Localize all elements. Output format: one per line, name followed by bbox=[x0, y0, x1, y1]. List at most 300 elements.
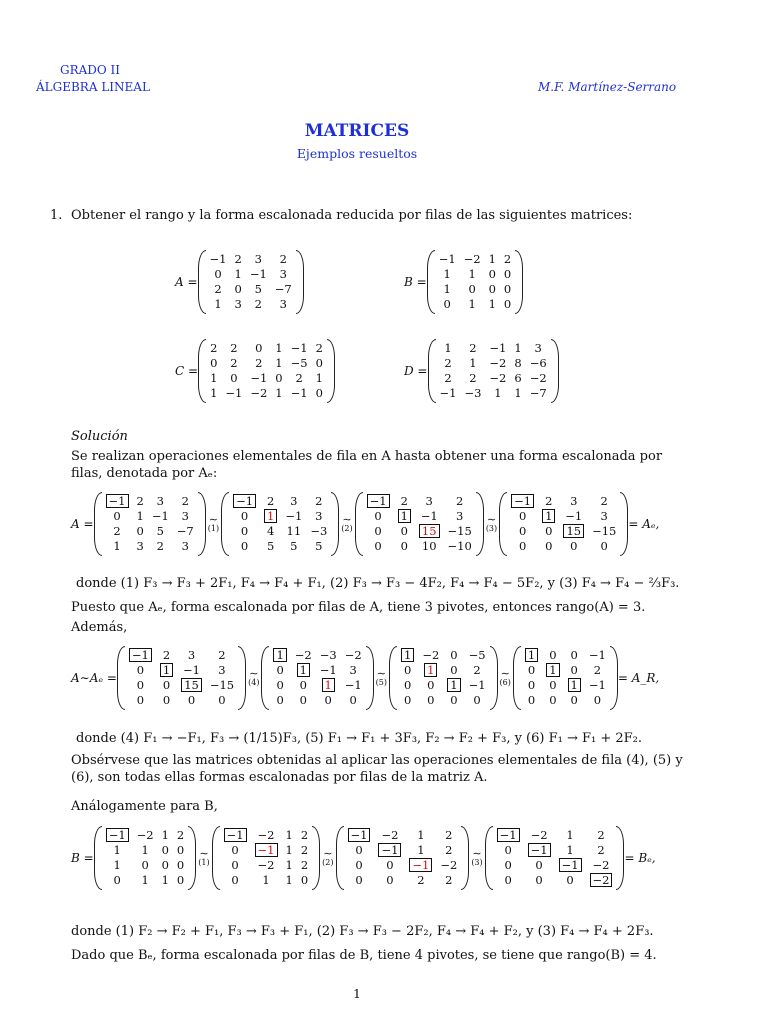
matrix-cell: 0 bbox=[386, 873, 394, 887]
matrix-cell: 1 bbox=[141, 873, 149, 887]
matrix-cell: 2 bbox=[230, 356, 238, 370]
matrix-cell: 0 bbox=[518, 509, 527, 523]
matrix-cell: 1 bbox=[285, 828, 293, 842]
left-paren bbox=[221, 492, 229, 556]
ops-1: donde (1) F₃ → F₃ + 2F₁, F₄ → F₄ + F₁, (2) F₃ → F₃ − 4F₂, F₄ → F₄ − 5F₂, y (3) F₄ → F₄ − ⅔F₃. bbox=[76, 576, 680, 591]
matrix-A-block bbox=[175, 250, 304, 314]
matrix-cell: 0 bbox=[386, 858, 394, 872]
matrix-row bbox=[344, 858, 462, 873]
matrix-cell: 0 bbox=[504, 858, 512, 872]
matrix-row bbox=[102, 843, 189, 858]
matrix-cell: 0 bbox=[535, 873, 543, 887]
matrix-row bbox=[125, 648, 238, 663]
matrix-D bbox=[428, 339, 559, 403]
matrix-row bbox=[220, 858, 313, 873]
left-paren bbox=[355, 492, 363, 556]
pivot-box: 1 bbox=[264, 509, 277, 523]
matrix-cell bbox=[443, 678, 464, 693]
matrix-cell: 10 bbox=[421, 539, 437, 553]
reduction-B-tail: = Bₑ, bbox=[624, 851, 656, 865]
matrix-cell: 1 bbox=[136, 509, 144, 523]
matrix-row bbox=[435, 252, 516, 267]
matrix-row bbox=[363, 524, 476, 539]
matrix-cell: 0 bbox=[276, 663, 284, 677]
matrix-row bbox=[220, 828, 313, 843]
matrix-row bbox=[493, 828, 617, 843]
matrix-A-label: A = bbox=[175, 275, 198, 289]
matrix-cell: −1 bbox=[420, 509, 438, 523]
matrix-cell: 1 bbox=[488, 297, 496, 311]
left-paren bbox=[198, 250, 206, 314]
pivot-box: 1 bbox=[568, 678, 581, 692]
pivot-box: 15 bbox=[181, 678, 202, 692]
matrix-row bbox=[436, 386, 551, 401]
matrix-cell: −2 bbox=[257, 828, 275, 842]
right-paren bbox=[616, 826, 624, 890]
left-paren bbox=[513, 646, 521, 710]
matrix-cell: −1 bbox=[290, 386, 308, 400]
matrix-cell: 2 bbox=[234, 252, 242, 266]
matrix-cell: 3 bbox=[181, 509, 189, 523]
reduction-A-tail: = Aₑ, bbox=[628, 517, 660, 531]
matrix-cell: 2 bbox=[469, 371, 477, 385]
matrix-cell: 2 bbox=[300, 843, 309, 857]
matrix-row bbox=[206, 356, 327, 371]
matrix-cell: 0 bbox=[299, 693, 307, 707]
matrix-cell: 11 bbox=[286, 524, 302, 538]
matrix-cell: 1 bbox=[494, 386, 502, 400]
right-paren bbox=[366, 646, 374, 710]
matrix-cell: −1 bbox=[285, 509, 303, 523]
matrix-C-label: C = bbox=[175, 364, 199, 378]
matrix-cell: −1 bbox=[565, 509, 583, 523]
matrix-row bbox=[493, 843, 617, 858]
matrix-row bbox=[363, 509, 476, 524]
matrix-cell: −2 bbox=[294, 648, 312, 662]
matrix-table bbox=[102, 494, 198, 554]
matrix-cell: 0 bbox=[315, 356, 323, 370]
right-paren bbox=[476, 492, 484, 556]
matrix-cell: 0 bbox=[427, 678, 435, 692]
pivot-box: 1 bbox=[401, 648, 414, 662]
matrix-row bbox=[436, 356, 551, 371]
matrix-cell: 1 bbox=[514, 386, 522, 400]
matrix-cell: 3 bbox=[600, 509, 608, 523]
matrix-cell: 0 bbox=[113, 509, 121, 523]
matrix-cell: 2 bbox=[230, 341, 238, 355]
reduction-R bbox=[71, 646, 659, 710]
matrix-row bbox=[229, 509, 331, 524]
matrix-row bbox=[397, 648, 490, 663]
stepA-3 bbox=[499, 492, 628, 556]
matrix-cell: 0 bbox=[141, 858, 149, 872]
left-paren bbox=[336, 826, 344, 890]
matrix-cell: 2 bbox=[400, 494, 408, 508]
matrix-cell: −1 bbox=[151, 509, 169, 523]
pivot-box: −1 bbox=[367, 494, 390, 508]
matrix-cell: 5 bbox=[254, 282, 262, 296]
matrix-cell: 0 bbox=[450, 693, 458, 707]
matrix-cell: 0 bbox=[240, 524, 249, 538]
matrix-cell: 0 bbox=[230, 371, 238, 385]
matrix-row bbox=[435, 297, 516, 312]
matrix-cell: 1 bbox=[275, 386, 283, 400]
matrix-cell: 1 bbox=[161, 873, 169, 887]
matrix-cell: 1 bbox=[443, 282, 451, 296]
matrix-cell: 2 bbox=[503, 252, 512, 266]
reduction-B-lead: B = bbox=[71, 851, 94, 865]
matrix-cell: 0 bbox=[504, 873, 512, 887]
matrix-cell: 1 bbox=[141, 843, 149, 857]
matrix-cell: 0 bbox=[566, 873, 574, 887]
matrix-cell: −7 bbox=[529, 386, 547, 400]
matrix-row bbox=[435, 267, 516, 282]
matrix-cell bbox=[291, 663, 316, 678]
matrix-row bbox=[125, 693, 238, 708]
matrix-cell: 0 bbox=[161, 858, 169, 872]
matrix-cell: 0 bbox=[549, 648, 557, 662]
matrix-cell: 1 bbox=[315, 371, 323, 385]
stepR-3 bbox=[513, 646, 618, 710]
matrix-row bbox=[435, 282, 516, 297]
matrix-cell: 1 bbox=[234, 267, 242, 281]
matrix-cell: 1 bbox=[275, 356, 283, 370]
matrix-cell: 2 bbox=[136, 494, 144, 508]
matrix-cell: 2 bbox=[456, 494, 464, 508]
right-paren bbox=[238, 646, 246, 710]
matrix-cell bbox=[344, 828, 375, 843]
matrix-cell: 5 bbox=[267, 539, 275, 553]
pivot-box: 1 bbox=[273, 648, 286, 662]
stepB-1 bbox=[212, 826, 321, 890]
matrix-row bbox=[220, 873, 313, 888]
matrix-cell: −5 bbox=[468, 648, 486, 662]
page-number: 1 bbox=[353, 986, 361, 1001]
matrix-cell bbox=[559, 524, 588, 539]
matrix-cell bbox=[156, 663, 177, 678]
matrix-table bbox=[206, 341, 327, 401]
matrix-cell: 1 bbox=[113, 843, 121, 857]
matrix-cell bbox=[374, 843, 405, 858]
matrix-cell: 2 bbox=[445, 843, 453, 857]
matrix-cell bbox=[260, 509, 281, 524]
sim-3: ∼ (3) bbox=[485, 513, 498, 533]
matrix-B-block bbox=[404, 250, 523, 314]
matrix-cell: 2 bbox=[214, 282, 222, 296]
matrix-cell: −10 bbox=[447, 539, 472, 553]
stepR-0 bbox=[117, 646, 246, 710]
reduction-R-lead: A∼Aₑ = bbox=[71, 671, 117, 685]
matrix-cell: −1 bbox=[209, 252, 227, 266]
matrix-row bbox=[102, 858, 189, 873]
matrix-C bbox=[198, 339, 335, 403]
ops-2: donde (4) F₁ → −F₁, F₃ → (1/15)F₃, (5) F₁ → F₁ + 3F₃, F₂ → F₂ + F₃, y (6) F₁ → F₁ + 2F₂. bbox=[76, 731, 643, 746]
matrix-cell: 0 bbox=[136, 663, 145, 677]
matrix-row bbox=[521, 663, 610, 678]
reduction-B bbox=[71, 826, 656, 890]
matrix-cell: 0 bbox=[443, 297, 451, 311]
matrix-cell: −2 bbox=[489, 356, 507, 370]
matrix-cell: 0 bbox=[400, 539, 408, 553]
matrix-table bbox=[102, 828, 189, 888]
stepA-2 bbox=[355, 492, 484, 556]
matrix-cell: 6 bbox=[514, 371, 522, 385]
pivot-box: −1 bbox=[511, 494, 534, 508]
matrix-cell: −1 bbox=[183, 663, 200, 677]
pivot-box: 15 bbox=[563, 524, 584, 538]
matrix-row bbox=[363, 494, 476, 509]
matrix-cell: 0 bbox=[503, 297, 512, 311]
matrix-cell: 2 bbox=[162, 648, 171, 662]
matrix-cell: 2 bbox=[300, 828, 309, 842]
matrix-cell: 2 bbox=[593, 663, 602, 677]
matrix-table bbox=[269, 648, 365, 708]
matrix-cell: 0 bbox=[488, 267, 496, 281]
pivot-box: −1 bbox=[497, 828, 520, 842]
matrix-cell: 1 bbox=[262, 873, 270, 887]
matrix-cell: 0 bbox=[240, 509, 249, 523]
matrix-row bbox=[206, 386, 327, 401]
problem-number: 1. bbox=[50, 208, 63, 223]
pivot-box: 1 bbox=[424, 663, 437, 677]
matrix-row bbox=[220, 843, 313, 858]
matrix-cell bbox=[269, 648, 290, 663]
matrix-row bbox=[269, 678, 365, 693]
matrix-cell: 0 bbox=[161, 843, 169, 857]
matrix-cell: −2 bbox=[592, 858, 610, 872]
matrix-table bbox=[521, 648, 610, 708]
pivot-box: −1 bbox=[233, 494, 256, 508]
matrix-cell: 2 bbox=[210, 341, 218, 355]
matrix-cell: 5 bbox=[315, 539, 323, 553]
matrix-cell bbox=[538, 509, 559, 524]
matrix-cell: 0 bbox=[518, 539, 527, 553]
matrix-cell: −7 bbox=[176, 524, 194, 538]
right-paren bbox=[461, 826, 469, 890]
matrix-row bbox=[344, 873, 462, 888]
right-paren bbox=[620, 492, 628, 556]
matrix-cell: 0 bbox=[162, 693, 171, 707]
matrix-cell: 0 bbox=[527, 678, 536, 692]
matrix-cell: 3 bbox=[425, 494, 433, 508]
solution-heading: Solución bbox=[71, 429, 128, 444]
matrix-cell: 0 bbox=[349, 693, 357, 707]
matrix-row bbox=[507, 524, 620, 539]
matrix-row bbox=[102, 828, 189, 843]
matrix-cell: −15 bbox=[447, 524, 472, 538]
matrix-cell: −2 bbox=[257, 858, 275, 872]
matrix-cell bbox=[102, 494, 133, 509]
stepA-0 bbox=[94, 492, 206, 556]
author-label: M.F. Martínez-Serrano bbox=[538, 80, 677, 94]
matrix-cell bbox=[316, 678, 341, 693]
matrix-row bbox=[397, 678, 490, 693]
matrix-cell: 3 bbox=[156, 494, 164, 508]
matrix-cell: 2 bbox=[469, 341, 477, 355]
matrix-cell: 0 bbox=[527, 663, 536, 677]
matrix-cell: 0 bbox=[355, 843, 363, 857]
matrix-cell: 0 bbox=[355, 858, 363, 872]
matrix-row bbox=[206, 341, 327, 356]
pivot-box: −1 bbox=[528, 843, 551, 857]
matrix-cell: 0 bbox=[136, 524, 144, 538]
matrix-cell: 0 bbox=[299, 678, 307, 692]
matrix-cell bbox=[394, 509, 415, 524]
matrix-cell: −2 bbox=[381, 828, 399, 842]
matrix-cell: 0 bbox=[450, 648, 458, 662]
matrix-cell: 2 bbox=[315, 494, 323, 508]
matrix-table bbox=[125, 648, 238, 708]
matrix-cell: 0 bbox=[374, 524, 382, 538]
matrix-cell: −1 bbox=[468, 678, 486, 692]
matrix-row bbox=[521, 648, 610, 663]
problem-statement: Obtener el rango y la forma escalonada reducida por filas de las siguientes matrices: bbox=[71, 208, 633, 223]
matrix-cell: 0 bbox=[276, 693, 284, 707]
matrix-cell: 2 bbox=[181, 494, 189, 508]
matrix-cell: 0 bbox=[549, 693, 557, 707]
matrix-cell bbox=[542, 663, 563, 678]
matrix-cell: 3 bbox=[181, 539, 189, 553]
rank-A-text: Puesto que Aₑ, forma escalonada por filas de A, tiene 3 pivotes, entonces rango(A) = 3. bbox=[71, 600, 646, 615]
matrix-cell: 1 bbox=[488, 252, 496, 266]
matrix-cell: 0 bbox=[545, 524, 553, 538]
sim-6: ∼ (6) bbox=[499, 667, 511, 687]
matrix-row bbox=[229, 539, 331, 554]
matrix-cell bbox=[363, 494, 394, 509]
matrix-cell: 8 bbox=[514, 356, 522, 370]
matrix-cell bbox=[507, 494, 538, 509]
matrix-cell: 1 bbox=[417, 828, 425, 842]
pivot-box: 1 bbox=[542, 509, 555, 523]
matrix-row bbox=[206, 252, 296, 267]
simB-1: ∼ (1) bbox=[198, 847, 210, 867]
matrix-cell: 0 bbox=[427, 693, 435, 707]
matrix-cell: 1 bbox=[514, 341, 522, 355]
matrix-cell: 3 bbox=[218, 663, 226, 677]
matrix-cell: −1 bbox=[438, 252, 456, 266]
pivot-box: 1 bbox=[447, 678, 460, 692]
matrix-cell: −1 bbox=[225, 386, 243, 400]
matrix-cell: 0 bbox=[473, 693, 481, 707]
pivot-box: −1 bbox=[224, 828, 247, 842]
page-subtitle: Ejemplos resueltos bbox=[296, 146, 418, 161]
matrix-cell bbox=[102, 828, 133, 843]
matrix-cell: 0 bbox=[176, 873, 185, 887]
matrix-table bbox=[206, 252, 296, 312]
matrix-cell: 0 bbox=[275, 371, 283, 385]
observe-text: Obsérvese que las matrices obtenidas al aplicar las operaciones elementales de fila (4), (5) y (6), son todas ellas formas escalonadas por filas de la matriz A. bbox=[71, 753, 683, 785]
matrix-cell bbox=[586, 873, 617, 888]
matrix-cell: 0 bbox=[504, 843, 512, 857]
matrix-B bbox=[427, 250, 524, 314]
matrix-cell: 0 bbox=[218, 693, 226, 707]
pivot-box: −1 bbox=[106, 828, 129, 842]
matrix-C-block bbox=[175, 339, 335, 403]
matrix-cell: 3 bbox=[456, 509, 464, 523]
matrix-cell: 2 bbox=[255, 356, 263, 370]
matrix-cell: 2 bbox=[218, 648, 226, 662]
right-paren bbox=[188, 826, 196, 890]
matrix-cell bbox=[493, 828, 524, 843]
matrix-row bbox=[269, 648, 365, 663]
matrix-cell: 0 bbox=[231, 843, 239, 857]
matrix-cell: −2 bbox=[529, 371, 547, 385]
matrix-cell: 0 bbox=[276, 678, 284, 692]
matrix-cell bbox=[229, 494, 260, 509]
left-paren bbox=[117, 646, 125, 710]
matrix-cell: −2 bbox=[344, 648, 362, 662]
matrix-cell: 0 bbox=[113, 873, 121, 887]
matrix-cell bbox=[177, 678, 206, 693]
left-paren bbox=[94, 826, 102, 890]
matrix-table bbox=[220, 828, 313, 888]
rank-B-text: Dado que Bₑ, forma escalonada por filas de B, tiene 4 pivotes, se tiene que rango(B) = 4. bbox=[71, 948, 657, 963]
matrix-table bbox=[436, 341, 551, 401]
matrix-cell bbox=[555, 858, 586, 873]
matrix-cell: 2 bbox=[300, 858, 309, 872]
sim-5: ∼ (5) bbox=[375, 667, 387, 687]
matrix-cell: 0 bbox=[600, 539, 608, 553]
matrix-cell bbox=[415, 524, 444, 539]
right-paren bbox=[198, 492, 206, 556]
matrix-cell: 2 bbox=[445, 828, 453, 842]
matrix-cell bbox=[521, 648, 542, 663]
pivot-box: −2 bbox=[590, 873, 613, 887]
matrix-cell: 0 bbox=[374, 509, 382, 523]
left-paren bbox=[427, 250, 435, 314]
matrix-cell: 2 bbox=[597, 828, 605, 842]
matrix-cell: 0 bbox=[136, 693, 145, 707]
matrix-cell: 2 bbox=[315, 341, 323, 355]
matrix-cell: −6 bbox=[529, 356, 547, 370]
right-paren bbox=[327, 339, 335, 403]
matrix-cell: 3 bbox=[279, 267, 287, 281]
matrix-row bbox=[493, 858, 617, 873]
pivot-box: 1 bbox=[322, 678, 335, 692]
matrix-row bbox=[206, 371, 327, 386]
matrix-cell: 1 bbox=[417, 843, 425, 857]
matrix-cell: 1 bbox=[468, 267, 476, 281]
matrix-cell: −1 bbox=[588, 678, 606, 692]
matrix-cell: 3 bbox=[136, 539, 144, 553]
matrix-cell: 1 bbox=[113, 858, 121, 872]
matrix-cell: 0 bbox=[403, 663, 412, 677]
matrix-cell: 0 bbox=[450, 663, 458, 677]
matrix-cell: 2 bbox=[267, 494, 275, 508]
matrix-cell: 0 bbox=[535, 858, 543, 872]
matrix-cell: 3 bbox=[534, 341, 542, 355]
matrix-cell: −3 bbox=[464, 386, 482, 400]
matrix-cell: 1 bbox=[214, 297, 222, 311]
matrix-cell: 0 bbox=[300, 873, 309, 887]
page-title: MATRICES bbox=[304, 121, 410, 141]
matrix-table bbox=[507, 494, 620, 554]
matrix-row bbox=[229, 524, 331, 539]
matrix-row bbox=[102, 539, 198, 554]
pivot-box: 1 bbox=[160, 663, 173, 677]
matrix-cell: 4 bbox=[267, 524, 275, 538]
pivot-box: −1 bbox=[348, 828, 371, 842]
matrix-cell: 1 bbox=[161, 828, 169, 842]
right-paren bbox=[515, 250, 523, 314]
pivot-box: −1 bbox=[129, 648, 152, 662]
stepB-3 bbox=[485, 826, 625, 890]
stepR-1 bbox=[261, 646, 373, 710]
matrix-cell: 2 bbox=[597, 843, 605, 857]
matrix-cell: −3 bbox=[319, 648, 337, 662]
matrix-cell: 0 bbox=[570, 648, 578, 662]
matrix-cell: 0 bbox=[231, 873, 239, 887]
